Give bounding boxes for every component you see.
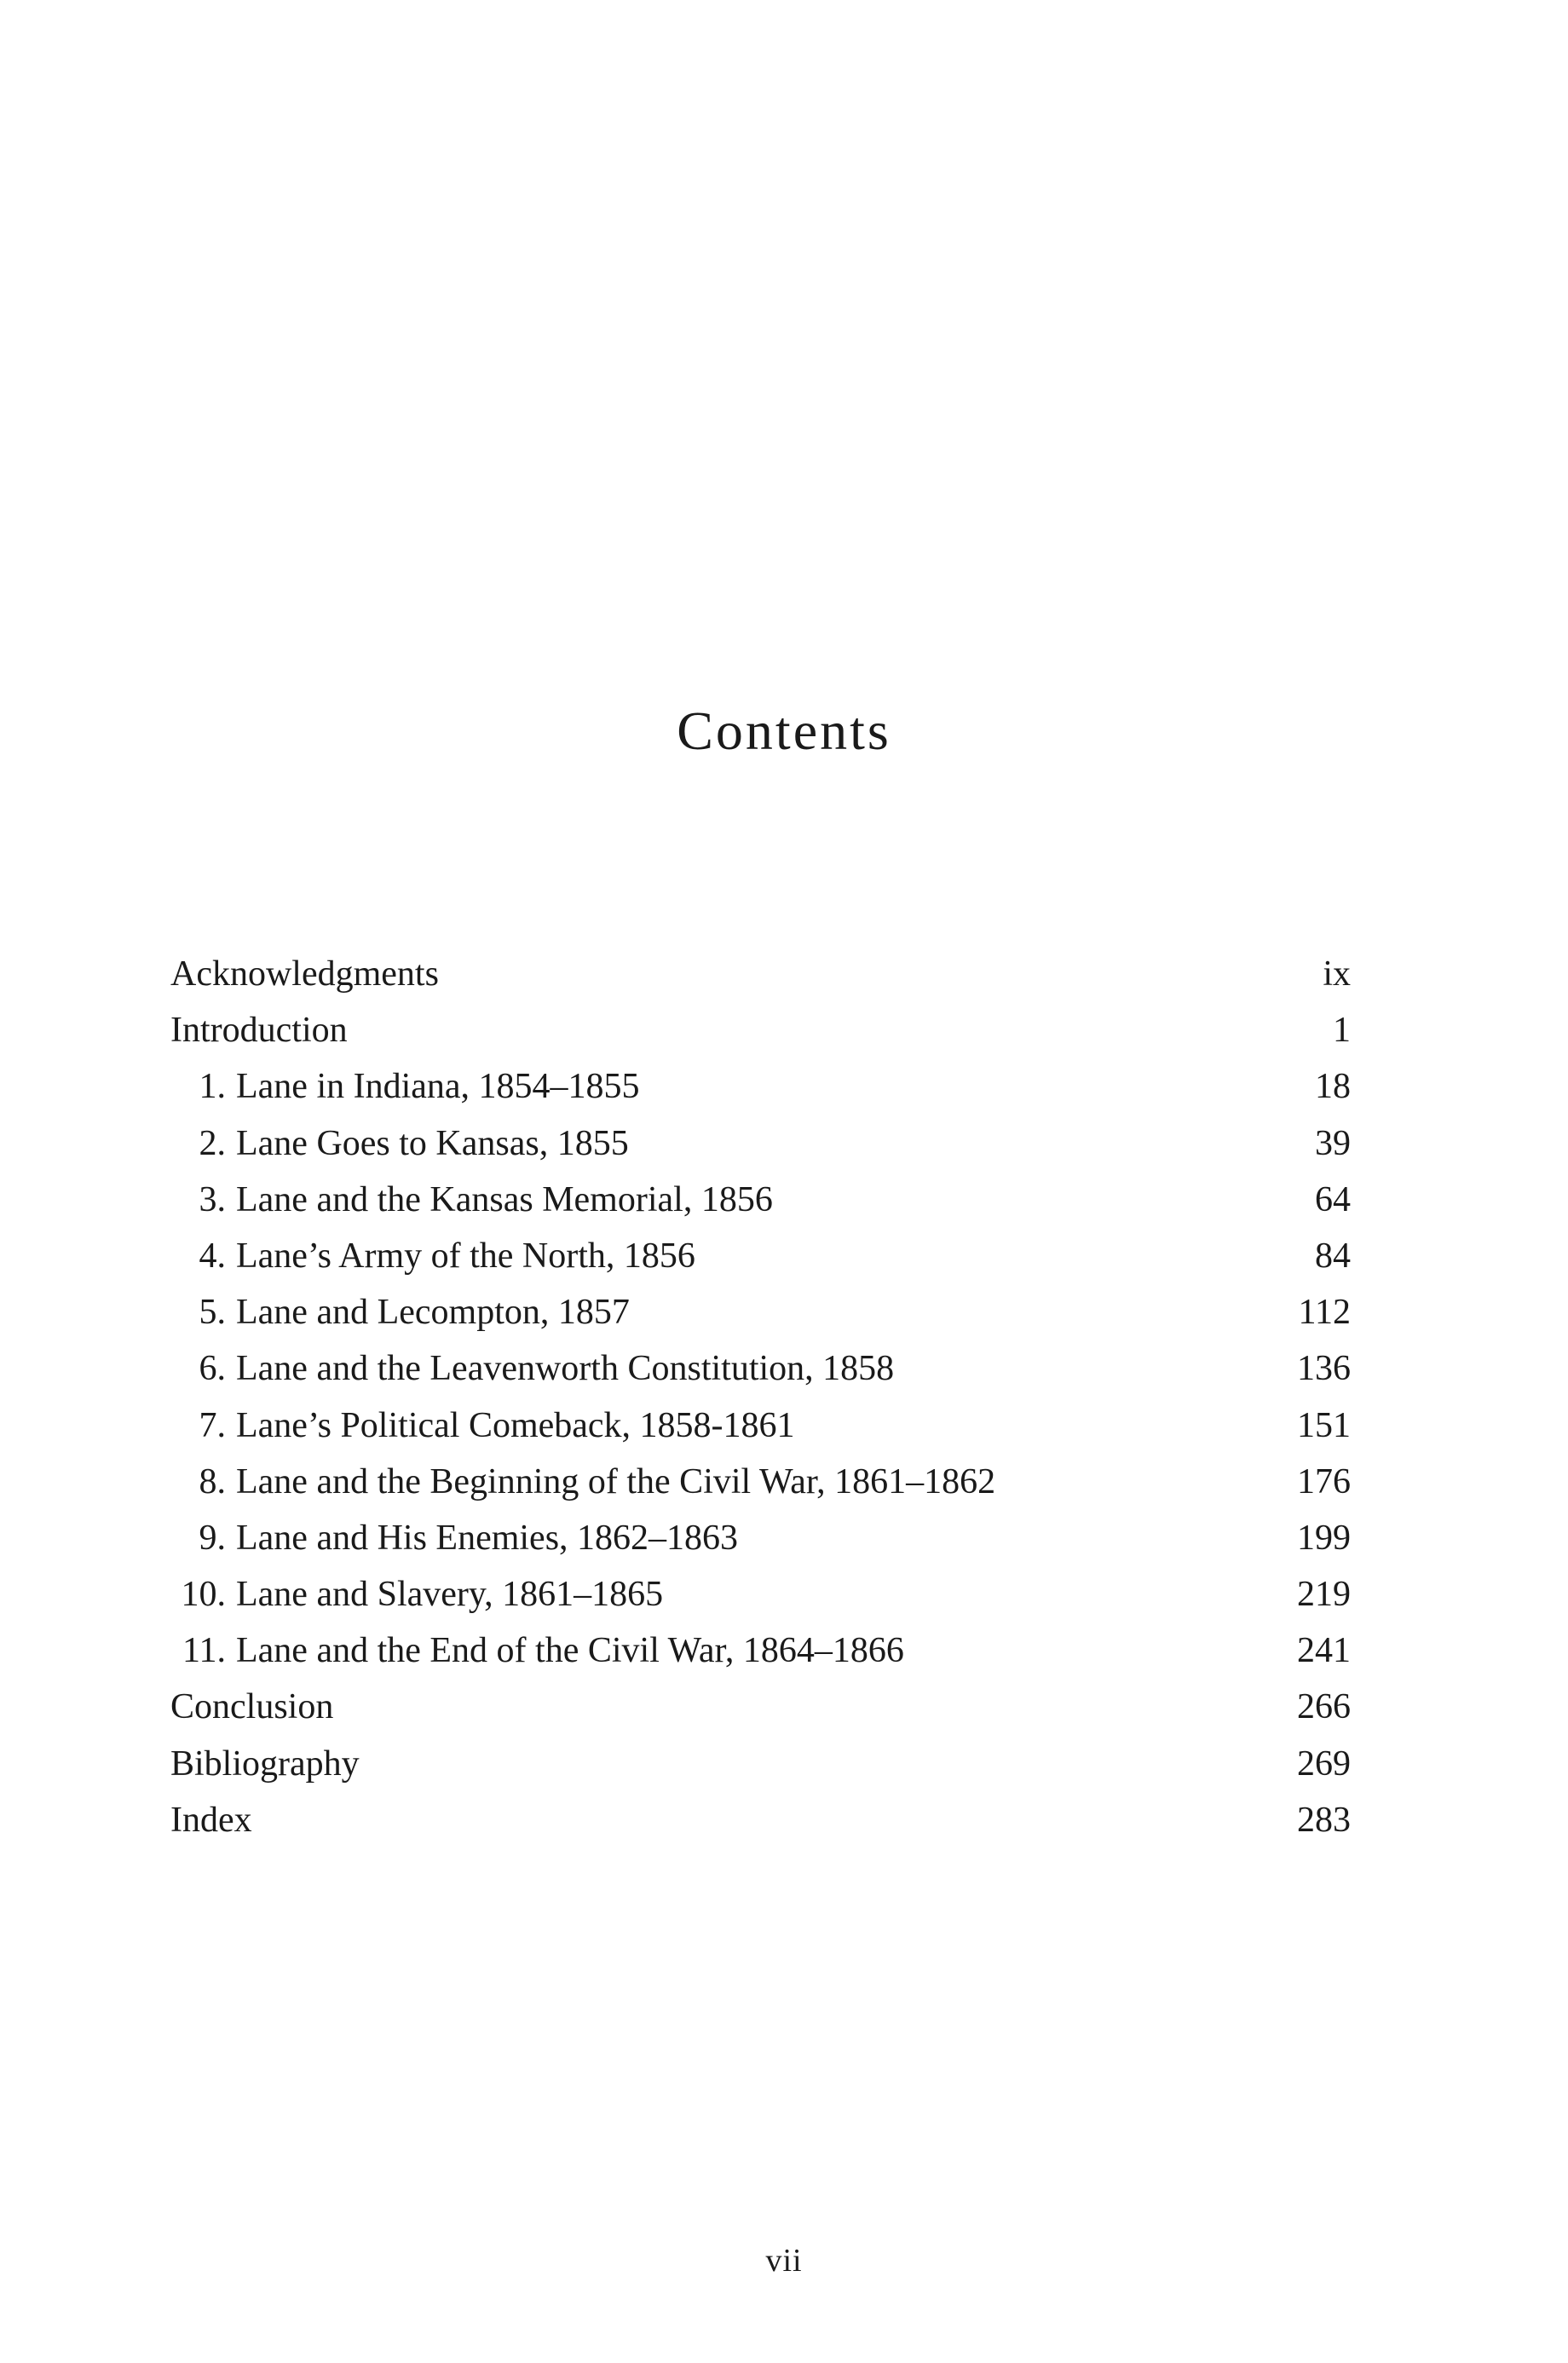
toc-entry-page: 39 xyxy=(1315,1123,1351,1163)
toc-entry-title: Lane and the End of the Civil War, 1864–1866 xyxy=(236,1631,904,1671)
toc-entry-chapter-5[interactable] xyxy=(170,1284,1351,1340)
toc-entry-page: 136 xyxy=(1297,1349,1351,1389)
toc-entry-title: Conclusion xyxy=(170,1687,334,1727)
toc-entry-page: 151 xyxy=(1297,1405,1351,1445)
page-number: vii xyxy=(765,2243,803,2279)
toc-entry-page: 266 xyxy=(1297,1687,1351,1727)
toc-entry-chapter-7[interactable] xyxy=(170,1398,1351,1454)
toc-entry-conclusion[interactable] xyxy=(170,1679,1351,1735)
toc-entry-number: 5. xyxy=(199,1293,226,1333)
toc-entry-number: 9. xyxy=(199,1518,226,1558)
toc-entry-bibliography[interactable] xyxy=(170,1736,1351,1792)
toc-entry-title: Lane’s Army of the North, 1856 xyxy=(236,1236,695,1276)
toc-entry-title: Lane and the Kansas Memorial, 1856 xyxy=(236,1179,773,1219)
toc-entry-number: 8. xyxy=(199,1461,226,1501)
toc-entry-index[interactable] xyxy=(170,1792,1351,1848)
toc-entry-page: 219 xyxy=(1297,1575,1351,1615)
toc-entry-title: Lane and Lecompton, 1857 xyxy=(236,1293,630,1333)
toc-entry-chapter-1[interactable] xyxy=(170,1058,1351,1115)
toc-entry-title: Lane and His Enemies, 1862–1863 xyxy=(236,1518,739,1558)
toc-entry-chapter-3[interactable] xyxy=(170,1172,1351,1228)
toc-entry-chapter-9[interactable] xyxy=(170,1510,1351,1566)
toc-entry-page: 283 xyxy=(1297,1800,1351,1840)
toc-entry-page: ix xyxy=(1323,954,1351,994)
page-title: Contents xyxy=(677,700,891,761)
toc-entry-title: Acknowledgments xyxy=(170,954,439,994)
toc-entry-number: 2. xyxy=(199,1123,226,1163)
toc-entry-page: 112 xyxy=(1298,1293,1351,1333)
toc-entry-page: 269 xyxy=(1297,1743,1351,1784)
toc-entry-number: 3. xyxy=(199,1179,226,1219)
toc-entry-number: 1. xyxy=(199,1067,226,1107)
toc-entry-title: Lane Goes to Kansas, 1855 xyxy=(236,1123,629,1163)
toc-entry-title: Bibliography xyxy=(170,1743,360,1784)
toc-entry-title: Index xyxy=(170,1800,252,1840)
toc-entry-page: 241 xyxy=(1297,1631,1351,1671)
toc-entry-chapter-2[interactable] xyxy=(170,1115,1351,1172)
toc-entry-chapter-11[interactable] xyxy=(170,1622,1351,1679)
toc-entry-title: Introduction xyxy=(170,1011,348,1051)
toc-entry-title: Lane and Slavery, 1861–1865 xyxy=(236,1575,664,1615)
toc-entry-introduction[interactable] xyxy=(170,1002,1351,1058)
toc-entry-title: Lane’s Political Comeback, 1858-1861 xyxy=(236,1405,795,1445)
toc-entry-chapter-6[interactable] xyxy=(170,1340,1351,1397)
toc-entry-page: 64 xyxy=(1315,1179,1351,1219)
toc-entry-page: 199 xyxy=(1297,1518,1351,1558)
toc-entry-acknowledgments[interactable] xyxy=(170,946,1351,1002)
toc-entry-number: 11. xyxy=(182,1631,226,1671)
toc-entry-number: 6. xyxy=(199,1349,226,1389)
toc-entry-number: 10. xyxy=(181,1575,226,1615)
toc-entry-page: 18 xyxy=(1315,1067,1351,1107)
toc-entry-page: 176 xyxy=(1297,1461,1351,1501)
toc-entry-chapter-10[interactable] xyxy=(170,1566,1351,1622)
toc-entry-chapter-8[interactable] xyxy=(170,1454,1351,1510)
toc-entry-title: Lane and the Leavenworth Constitution, 1858 xyxy=(236,1349,895,1389)
toc-entry-number: 7. xyxy=(199,1405,226,1445)
toc-entry-chapter-4[interactable] xyxy=(170,1228,1351,1284)
toc-entry-title: Lane in Indiana, 1854–1855 xyxy=(236,1067,640,1107)
table-of-contents xyxy=(170,946,1351,1848)
toc-entry-page: 84 xyxy=(1315,1236,1351,1276)
toc-entry-number: 4. xyxy=(199,1236,226,1276)
toc-entry-page: 1 xyxy=(1333,1011,1351,1051)
toc-entry-title: Lane and the Beginning of the Civil War, 1861–1862 xyxy=(236,1461,996,1501)
